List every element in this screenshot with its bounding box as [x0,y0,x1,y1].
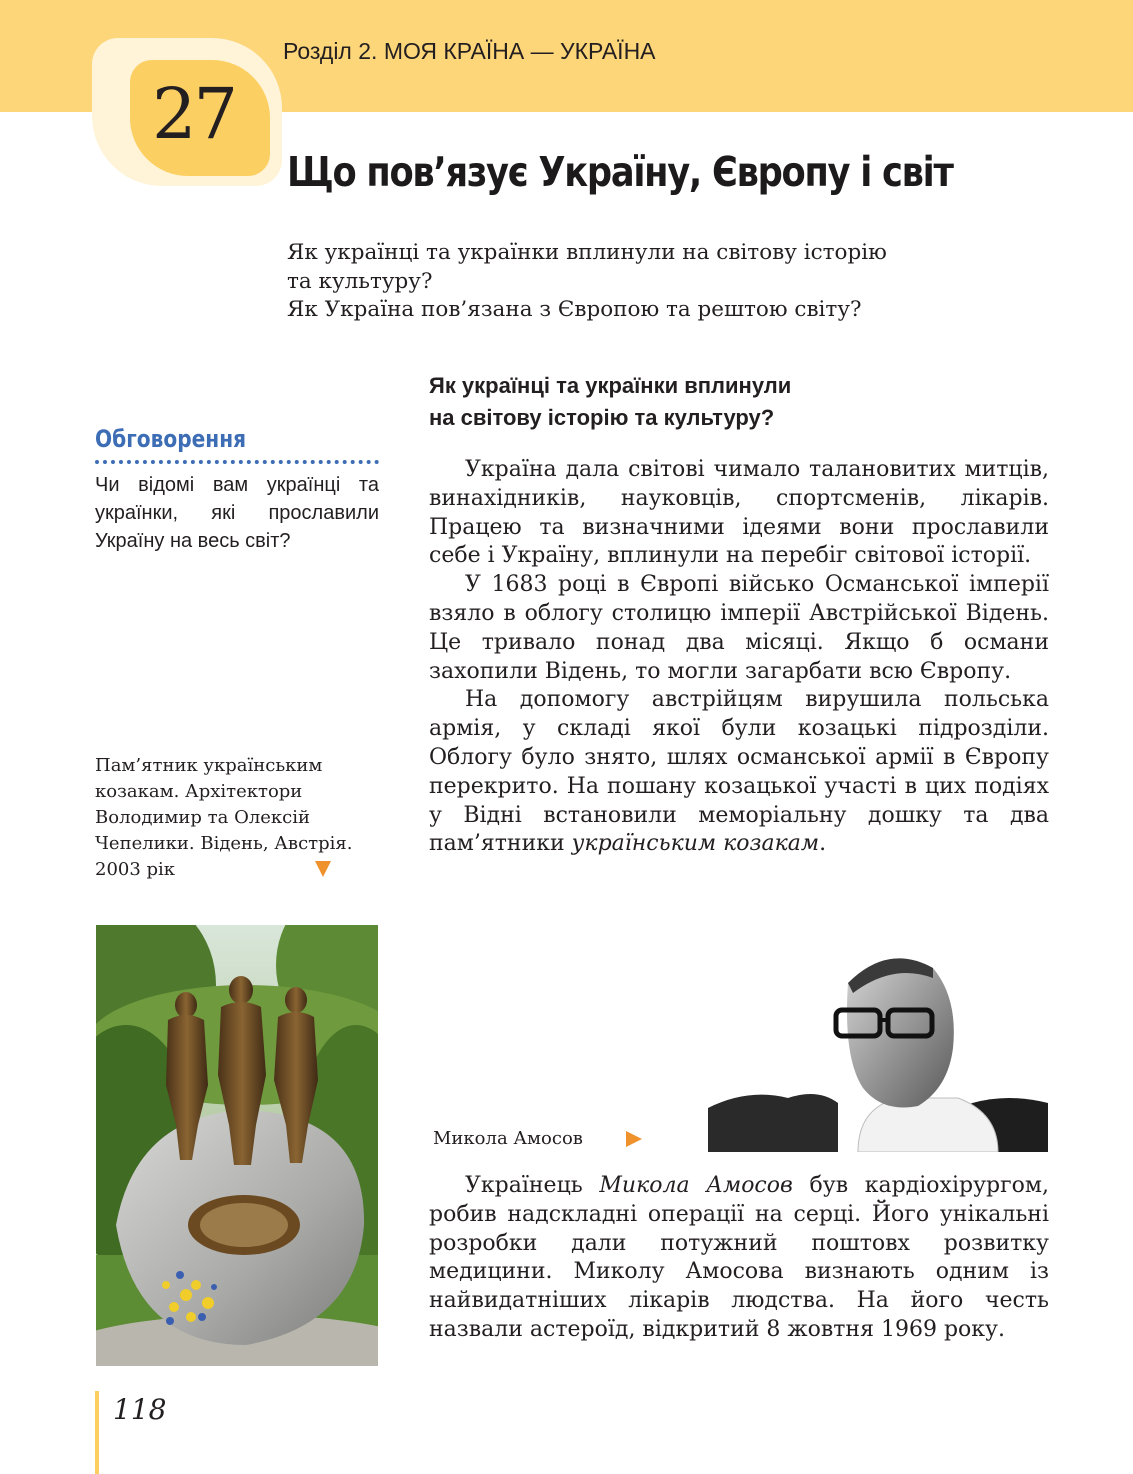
monument-caption: Пам’ятник українським козакам. Архітектори Володимир та Олексій Чепелики. Відень, Австрія. 2003 рік [95,755,353,880]
paragraph-text: Українець [465,1173,600,1198]
paragraph-text: був кардіохірургом, робив надскладні операції на серці. Його унікальні розробки дали потужний поштовх розвитку медицини. Миколу Амосова визнають одним із найвидатніших лікарів людства. На його честь назвали астероїд, відкритий 8 жовтня 1969 року. [429,1173,1049,1342]
subheading-line: на світову історію та культуру? [429,405,775,430]
caption-arrow-down-icon [315,861,331,877]
paragraph: Україна дала світові чимало талановитих митців, винахідників, науковців, спортсменів, лікарів. Працею та визначними ідеями вони прославили себе і Україну, вплинули на перебіг світової історії. [429,457,1049,569]
discussion-heading: Обговорення [95,425,247,453]
amosov-text-block [429,1172,1049,1345]
intro-question-line: Як українці та українки вплинули на світову історію [287,240,887,265]
lesson-title: Що пов’язує Україну, Європу і світ [287,148,953,196]
intro-question-line: та культуру? [287,268,433,294]
intro-question-line: Як Україна пов’язана з Європою та рештою світу? [287,297,862,322]
emphasis-text: українським козакам [571,831,820,857]
paragraph-text: . [819,831,827,857]
intro-questions [287,239,1007,325]
caption-arrow-right-icon [626,1131,642,1147]
page-number: 118 [113,1393,167,1426]
emphasis-text: Микола Амосов [599,1173,793,1198]
section-label: Розділ 2. МОЯ КРАЇНА — УКРАЇНА [283,38,656,64]
lesson-number: 27 [152,73,236,155]
subheading-line: Як українці та українки вплинули [429,373,792,398]
discussion-text: Чи відомі вам українці та українки, які прославили Україну на весь світ? [95,474,379,552]
paragraph-text: На допомогу австрійцям вирушила польська армія, у складі якої були козацькі підрозділи. Облогу було знято, шлях османської армії в Європу перекрито. На пошану козацької участі в цих подіях у Відні встановили меморіальну дошку та два пам’ятники [429,687,1049,857]
paragraph [429,686,1049,859]
discussion-dotted-divider [95,460,379,464]
page-number-bar [95,1391,99,1474]
subheading [429,370,791,434]
amosov-portrait-photo [708,938,1048,1152]
cossack-monument-photo [96,925,378,1366]
history-text-block [429,456,1049,859]
paragraph [429,1172,1049,1345]
paragraph: У 1683 році в Європі військо Османської імперії взяло в облогу столицю імперії Австрійської Відень. Це тривало понад два місяці. Якщо б османи захопили Відень, то могли загарбати всю Європу. [429,572,1049,684]
amosov-caption: Микола Амосов [433,1128,583,1149]
